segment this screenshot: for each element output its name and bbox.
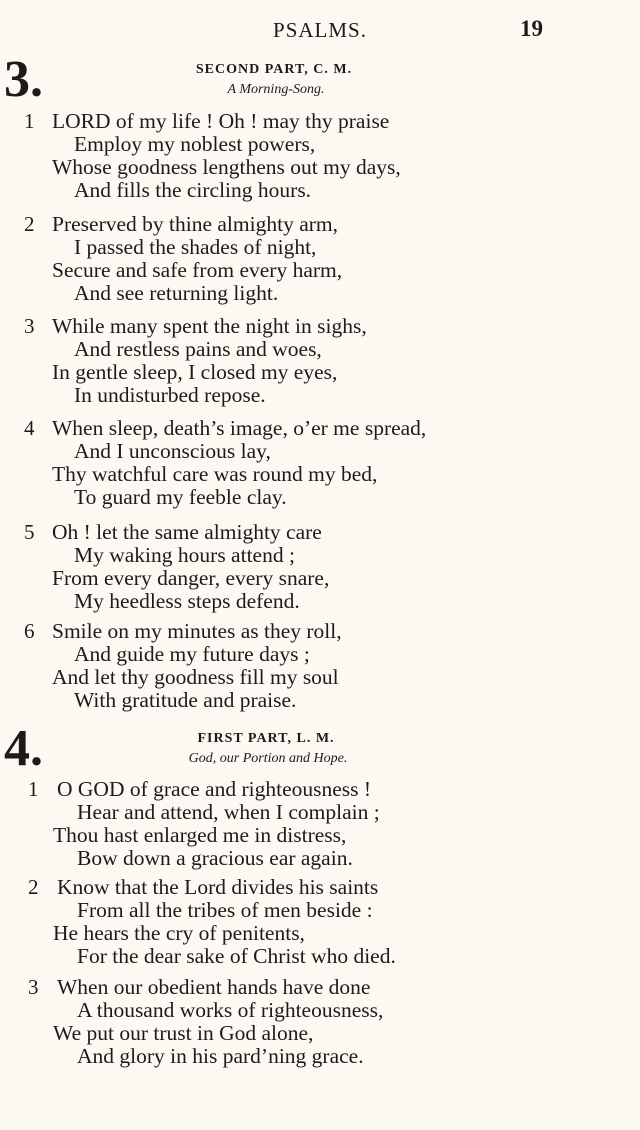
part-heading: FIRST PART, L. M. — [197, 731, 335, 746]
stanza-number: 2 — [24, 212, 35, 236]
verse-line: In gentle sleep, I closed my eyes, — [52, 360, 338, 384]
verse-line: I passed the shades of night, — [74, 235, 317, 259]
verse-line: LORD of my life ! Oh ! may thy praise — [52, 109, 390, 133]
running-head — [0, 16, 640, 46]
verse-line: Thou hast enlarged me in distress, — [53, 823, 347, 847]
verse-line: Thy watchful care was round my bed, — [52, 462, 378, 486]
verse-line: And let thy goodness fill my soul — [52, 665, 339, 689]
verse-line: To guard my feeble clay. — [74, 485, 287, 509]
verse-line: Smile on my minutes as they roll, — [52, 619, 342, 643]
stanza-number: 4 — [24, 416, 35, 440]
hymn-subtitle: A Morning-Song. — [227, 82, 325, 97]
stanza-number: 6 — [24, 619, 35, 643]
verse-line: My heedless steps defend. — [74, 589, 300, 613]
stanza-number: 1 — [28, 777, 39, 801]
verse-line: For the dear sake of Christ who died. — [77, 944, 396, 968]
verse-line: And restless pains and woes, — [74, 337, 322, 361]
hymn-subtitle: God, our Portion and Hope. — [188, 751, 348, 766]
verse-line: From all the tribes of men beside : — [77, 898, 373, 922]
page-number: 19 — [520, 16, 543, 41]
psalm-number: 3. — [4, 51, 43, 108]
verse-line: And fills the circling hours. — [74, 178, 312, 202]
verse-line: Oh ! let the same almighty care — [52, 520, 322, 544]
verse-line: He hears the cry of penitents, — [53, 921, 305, 945]
verse-line: Hear and attend, when I complain ; — [77, 800, 380, 824]
verse-line: My waking hours attend ; — [74, 543, 295, 567]
verse-line: Preserved by thine almighty arm, — [52, 212, 338, 236]
stanza-number: 1 — [24, 109, 35, 133]
verse-line: When our obedient hands have done — [57, 975, 371, 999]
verse-line: From every danger, every snare, — [52, 566, 330, 590]
stanza-number: 3 — [28, 975, 39, 999]
running-title: PSALMS. — [273, 18, 367, 42]
verse-line: We put our trust in God alone, — [53, 1021, 314, 1045]
verse-line: Whose goodness lengthens out my days, — [52, 155, 401, 179]
verse-line: And guide my future days ; — [74, 642, 310, 666]
verse-line: Know that the Lord divides his saints — [57, 875, 379, 899]
stanza-number: 3 — [24, 314, 35, 338]
part-heading: SECOND PART, C. M. — [195, 62, 353, 77]
verse-line: Employ my noblest powers, — [74, 132, 316, 156]
verse-line: A thousand works of righteousness, — [77, 998, 384, 1022]
verse-line: And see returning light. — [74, 281, 279, 305]
verse-line: And I unconscious lay, — [74, 439, 271, 463]
verse-line: When sleep, death’s image, o’er me spread, — [52, 416, 427, 440]
verse-line: And glory in his pard’ning grace. — [77, 1044, 364, 1068]
psalm-number: 4. — [4, 720, 43, 777]
verse-line: Secure and safe from every harm, — [52, 258, 343, 282]
stanza-number: 5 — [24, 520, 35, 544]
verse-line: While many spent the night in sighs, — [52, 314, 367, 338]
verse-line: In undisturbed repose. — [74, 383, 266, 407]
verse-line: With gratitude and praise. — [74, 688, 297, 712]
verse-line: Bow down a gracious ear again. — [77, 846, 353, 870]
verse-line: O GOD of grace and righteousness ! — [57, 777, 372, 801]
stanza-number: 2 — [28, 875, 39, 899]
